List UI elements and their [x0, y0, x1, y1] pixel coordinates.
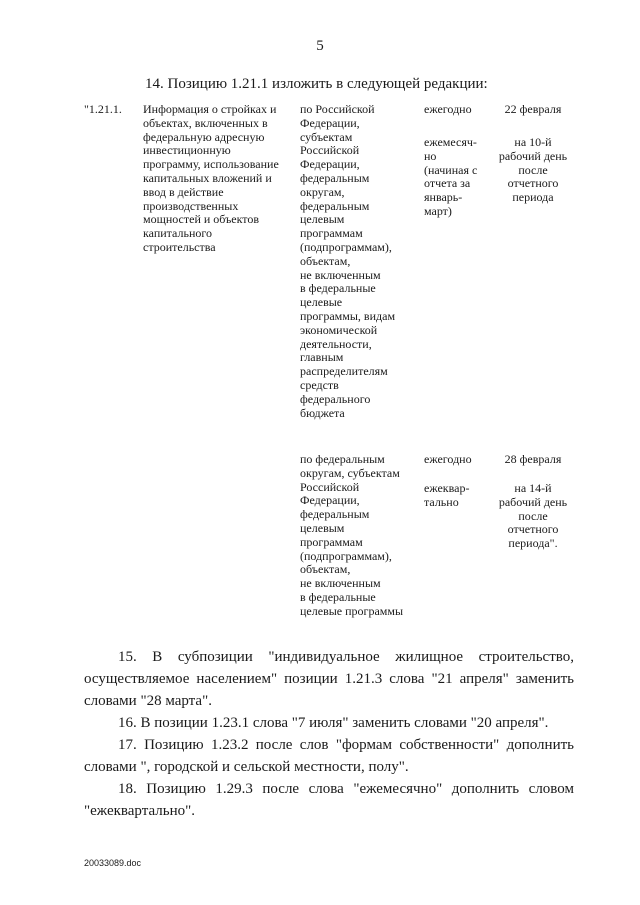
page-number: 5: [316, 38, 324, 54]
item-18-line-2: "ежеквартально".: [84, 803, 195, 819]
row2-breakdown: по федеральным округам, субъектам Российской Федерации, федеральным целевым программам (подпрограммам), объектам, не включенным в федеральные целевые программы: [300, 452, 404, 618]
item-15-line-3: словами "28 марта".: [84, 693, 212, 709]
row1-period-annual: ежегодно: [424, 102, 472, 116]
row2-period-quarterly: ежеквар- тально: [424, 481, 470, 509]
position-code: "1.21.1.: [84, 102, 122, 116]
file-name-footer: 20033089.doc: [84, 858, 142, 868]
row1-period-monthly: ежемесяч- но (начиная с отчета за январь- март): [424, 135, 478, 218]
row2-deadline-annual: 28 февраля: [504, 452, 562, 466]
item-16: 16. В позиции 1.23.1 слова "7 июля" заменить словами "20 апреля".: [118, 715, 549, 731]
row1-breakdown: по Российской Федерации, субъектам Российской Федерации, федеральным округам, федеральным целевым программам (подпрограммам), объектам, не включенным в федеральные целевые программы, видам экономической деятельности, главным распределителям средств федерального бюджета: [300, 102, 396, 420]
row2-period-annual: ежегодно: [424, 452, 472, 466]
item-17-line-1: 17. Позицию 1.23.2 после слов "формам собственности" дополнить: [118, 737, 574, 753]
row2-deadline-quarterly: на 14-й рабочий день после отчетного периода".: [498, 481, 568, 551]
position-description: Информация о стройках и объектах, включенных в федеральную адресную инвестиционную программу, использование капитальных вложений и ввод в действие производственных мощностей и объектов капитального строительства: [143, 102, 279, 254]
row1-deadline-annual: 22 февраля: [504, 102, 562, 116]
item-17-line-2: словами ", городской и сельской местности, полу".: [84, 759, 409, 775]
item-15-line-1: 15. В субпозиции "индивидуальное жилищное строительство,: [118, 649, 574, 665]
item-15-line-2: осуществляемое населением" позиции 1.21.3 слова "21 апреля" заменить: [84, 671, 574, 687]
item-18-line-1: 18. Позицию 1.29.3 после слова "ежемесячно" дополнить словом: [118, 781, 574, 797]
row1-deadline-monthly: на 10-й рабочий день после отчетного периода: [498, 135, 568, 205]
item-14-heading: 14. Позицию 1.21.1 изложить в следующей редакции:: [145, 76, 488, 92]
